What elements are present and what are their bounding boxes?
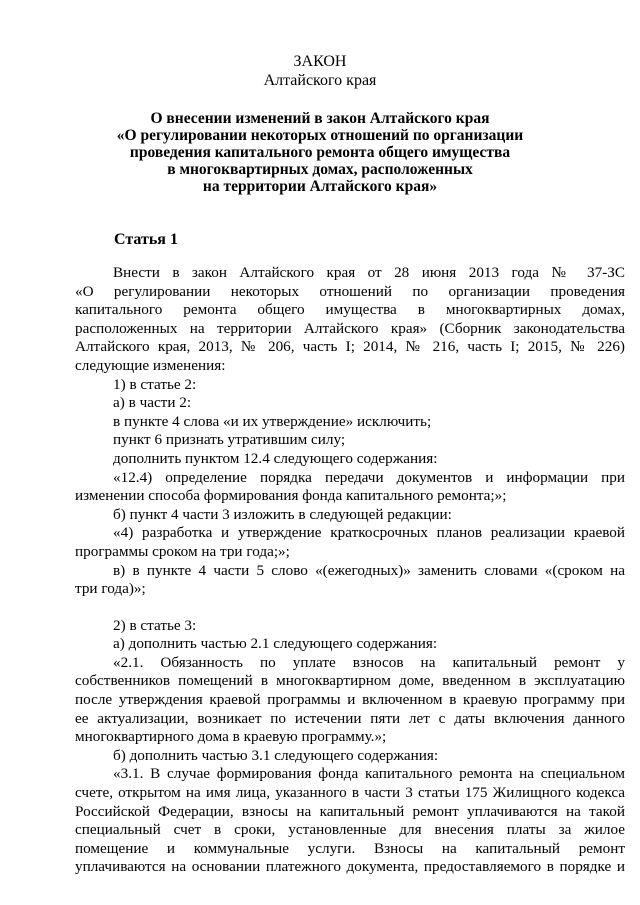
- heading-line: в многоквартирных домах, расположенных: [167, 161, 473, 178]
- body-line: «4) разработка и утверждение краткосрочных планов реализации краевой: [113, 524, 625, 542]
- body-line: дополнить пунктом 12.4 следующего содержания:: [113, 449, 438, 467]
- body-line: уплачиваются на основании платежного документа, предоставляемого в порядке и: [75, 858, 625, 876]
- body-line: 1) в статье 2:: [113, 375, 197, 393]
- body-line: «12.4) определение порядка передачи документов и информации при: [113, 468, 625, 486]
- heading-line: на территории Алтайского края»: [202, 178, 438, 195]
- paragraph-gap: [75, 599, 625, 617]
- body-line: в пункте 4 слова «и их утверждение» исключить;: [113, 412, 432, 430]
- body-line: собственников помещений в многоквартирном доме, введенном в эксплуатацию: [75, 672, 625, 690]
- body-line: «3.1. В случае формирования фонда капитального ремонта на специальном: [113, 765, 625, 783]
- body-line: Алтайского края, 2013, № 206, часть I; 2014, № 216, часть I; 2015, № 226): [75, 338, 625, 356]
- body-line: б) дополнить частью 3.1 следующего содержания:: [113, 746, 439, 764]
- heading-line: О внесении изменений в закон Алтайского края: [150, 110, 490, 127]
- body-line: «О регулировании некоторых отношений по организации проведения: [75, 282, 625, 300]
- heading-line: проведения капитального ремонта общего имущества: [129, 144, 511, 161]
- article-title: Статья 1: [114, 231, 178, 248]
- body-line: специальный счет в сроки, установленные для внесения платы за жилое: [75, 821, 625, 839]
- body-line: Внести в закон Алтайского края от 28 июня 2013 года № 37-ЗС: [113, 264, 625, 281]
- doc-body: [75, 264, 625, 877]
- body-line: а) дополнить частью 2.1 следующего содержания:: [113, 635, 438, 653]
- body-line: ее актуализации, возникает по истечении пяти лет с даты включения данного: [75, 709, 625, 727]
- body-line: «2.1. Обязанность по уплате взносов на капитальный ремонт у: [113, 653, 625, 671]
- body-line: счете, открытом на имя лица, указанного в части 3 статьи 175 Жилищного кодекса: [75, 784, 625, 802]
- body-line: Российской Федерации, взносы на капитальный ремонт уплачиваются на такой: [75, 802, 625, 820]
- body-line: расположенных на территории Алтайского края» (Сборник законодательства: [75, 319, 625, 337]
- heading-line: «О регулировании некоторых отношений по организации: [116, 127, 524, 144]
- body-line: следующие изменения:: [75, 356, 226, 374]
- body-line: изменении способа формирования фонда капитального ремонта;»;: [75, 487, 507, 505]
- body-line: программы сроком на три года;»;: [75, 542, 290, 560]
- doc-subtitle: Алтайского края: [263, 72, 377, 89]
- body-line: в) в пункте 4 части 5 слово «(ежегодных)» заменить словами «(сроком на: [113, 561, 625, 579]
- doc-heading: [60, 110, 580, 195]
- body-line: а) в части 2:: [113, 394, 192, 412]
- body-line: пункт 6 признать утратившим силу;: [113, 431, 346, 449]
- body-line: три года)»;: [75, 580, 146, 598]
- body-line: капитального ремонта общего имущества в многоквартирных домах,: [75, 301, 625, 319]
- body-line: после утверждения краевой программы и включенном в краевую программу при: [75, 691, 625, 709]
- doc-title: ЗАКОН: [293, 53, 347, 70]
- body-line: помещение и коммунальные услуги. Взносы на капитальный ремонт: [75, 839, 625, 857]
- body-line: многоквартирного дома в краевую программу.»;: [75, 728, 387, 746]
- body-line: б) пункт 4 части 3 изложить в следующей редакции:: [113, 505, 452, 523]
- body-line: 2) в статье 3:: [113, 616, 197, 634]
